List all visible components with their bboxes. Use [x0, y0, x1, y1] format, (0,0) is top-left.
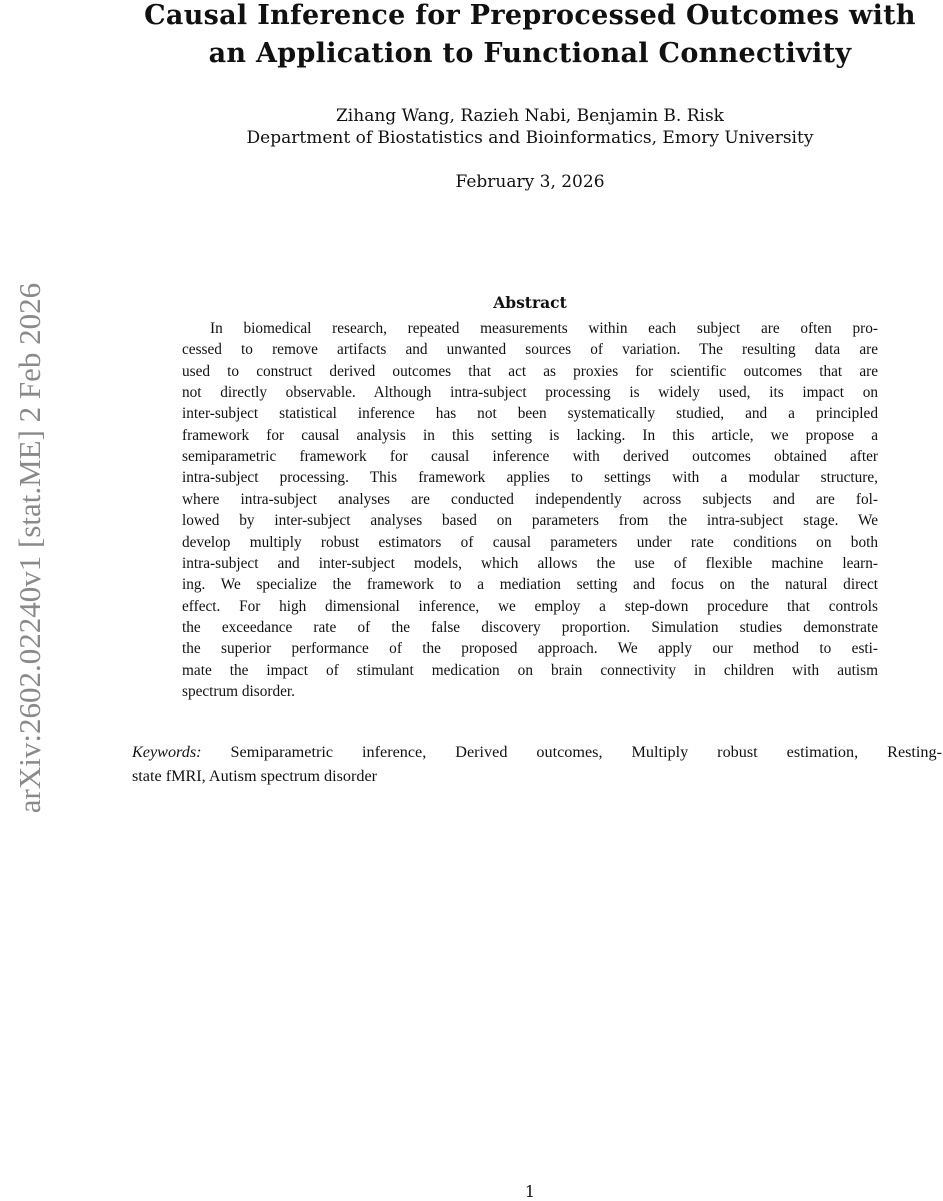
abstract-line: spectrum disorder. [182, 682, 296, 700]
abstract-line: lowed by inter-subject analyses based on parameters from the intra-subject stage. We [182, 512, 878, 530]
abstract-line: ing. We specialize the framework to a mediation setting and focus on the natural direct [182, 576, 878, 594]
abstract-line: not directly observable. Although intra-subject processing is widely used, its impact on [182, 384, 878, 402]
abstract-line: develop multiply robust estimators of causal parameters under rate conditions on both [182, 533, 878, 551]
abstract-line: intra-subject processing. This framework applies to settings with a modular structure, [182, 469, 878, 487]
abstract-line: effect. For high dimensional inference, we employ a step-down procedure that controls [182, 597, 878, 615]
abstract-line: the exceedance rate of the false discovery proportion. Simulation studies demonstrate [182, 618, 878, 636]
affiliation: Department of Biostatistics and Bioinformatics, Emory University [246, 128, 814, 148]
abstract-line: semiparametric framework for causal inference with derived outcomes obtained after [182, 448, 878, 466]
keywords-text-1: Semiparametric inference, Derived outcomes, Multiply robust estimation, Resting- [201, 743, 942, 761]
date: February 3, 2026 [455, 172, 605, 192]
abstract-line: cessed to remove artifacts and unwanted sources of variation. The resulting data are [182, 341, 878, 359]
abstract-line: used to construct derived outcomes that act as proxies for scientific outcomes that are [182, 362, 878, 380]
paper-title-line-1: Causal Inference for Preprocessed Outcomes with [144, 0, 916, 31]
keywords-line-1 [132, 743, 942, 762]
abstract-line: the superior performance of the proposed approach. We apply our method to esti- [182, 640, 878, 658]
authors: Zihang Wang, Razieh Nabi, Benjamin B. Risk [336, 106, 724, 126]
abstract-line: In biomedical research, repeated measurements within each subject are often pro- [210, 320, 878, 337]
keywords-label: Keywords: [132, 743, 202, 761]
keywords-line-2: state fMRI, Autism spectrum disorder [132, 767, 378, 785]
abstract-line: intra-subject and inter-subject models, which allows the use of flexible machine learn- [182, 554, 878, 572]
abstract-heading: Abstract [493, 293, 567, 312]
arxiv-identifier-stamp[interactable]: arXiv:2602.02240v1 [stat.ME] 2 Feb 2026 [12, 282, 47, 814]
paper-title-line-2: an Application to Functional Connectivity [208, 38, 852, 69]
abstract-line: inter-subject statistical inference has not been systematically studied, and a principled [182, 405, 878, 423]
abstract-line: where intra-subject analyses are conducted independently across subjects and are fol- [182, 490, 878, 508]
abstract-line: framework for causal analysis in this setting is lacking. In this article, we propose a [182, 426, 878, 444]
page-number: 1 [524, 1182, 536, 1201]
abstract-line: mate the impact of stimulant medication on brain connectivity in children with autism [182, 661, 878, 679]
